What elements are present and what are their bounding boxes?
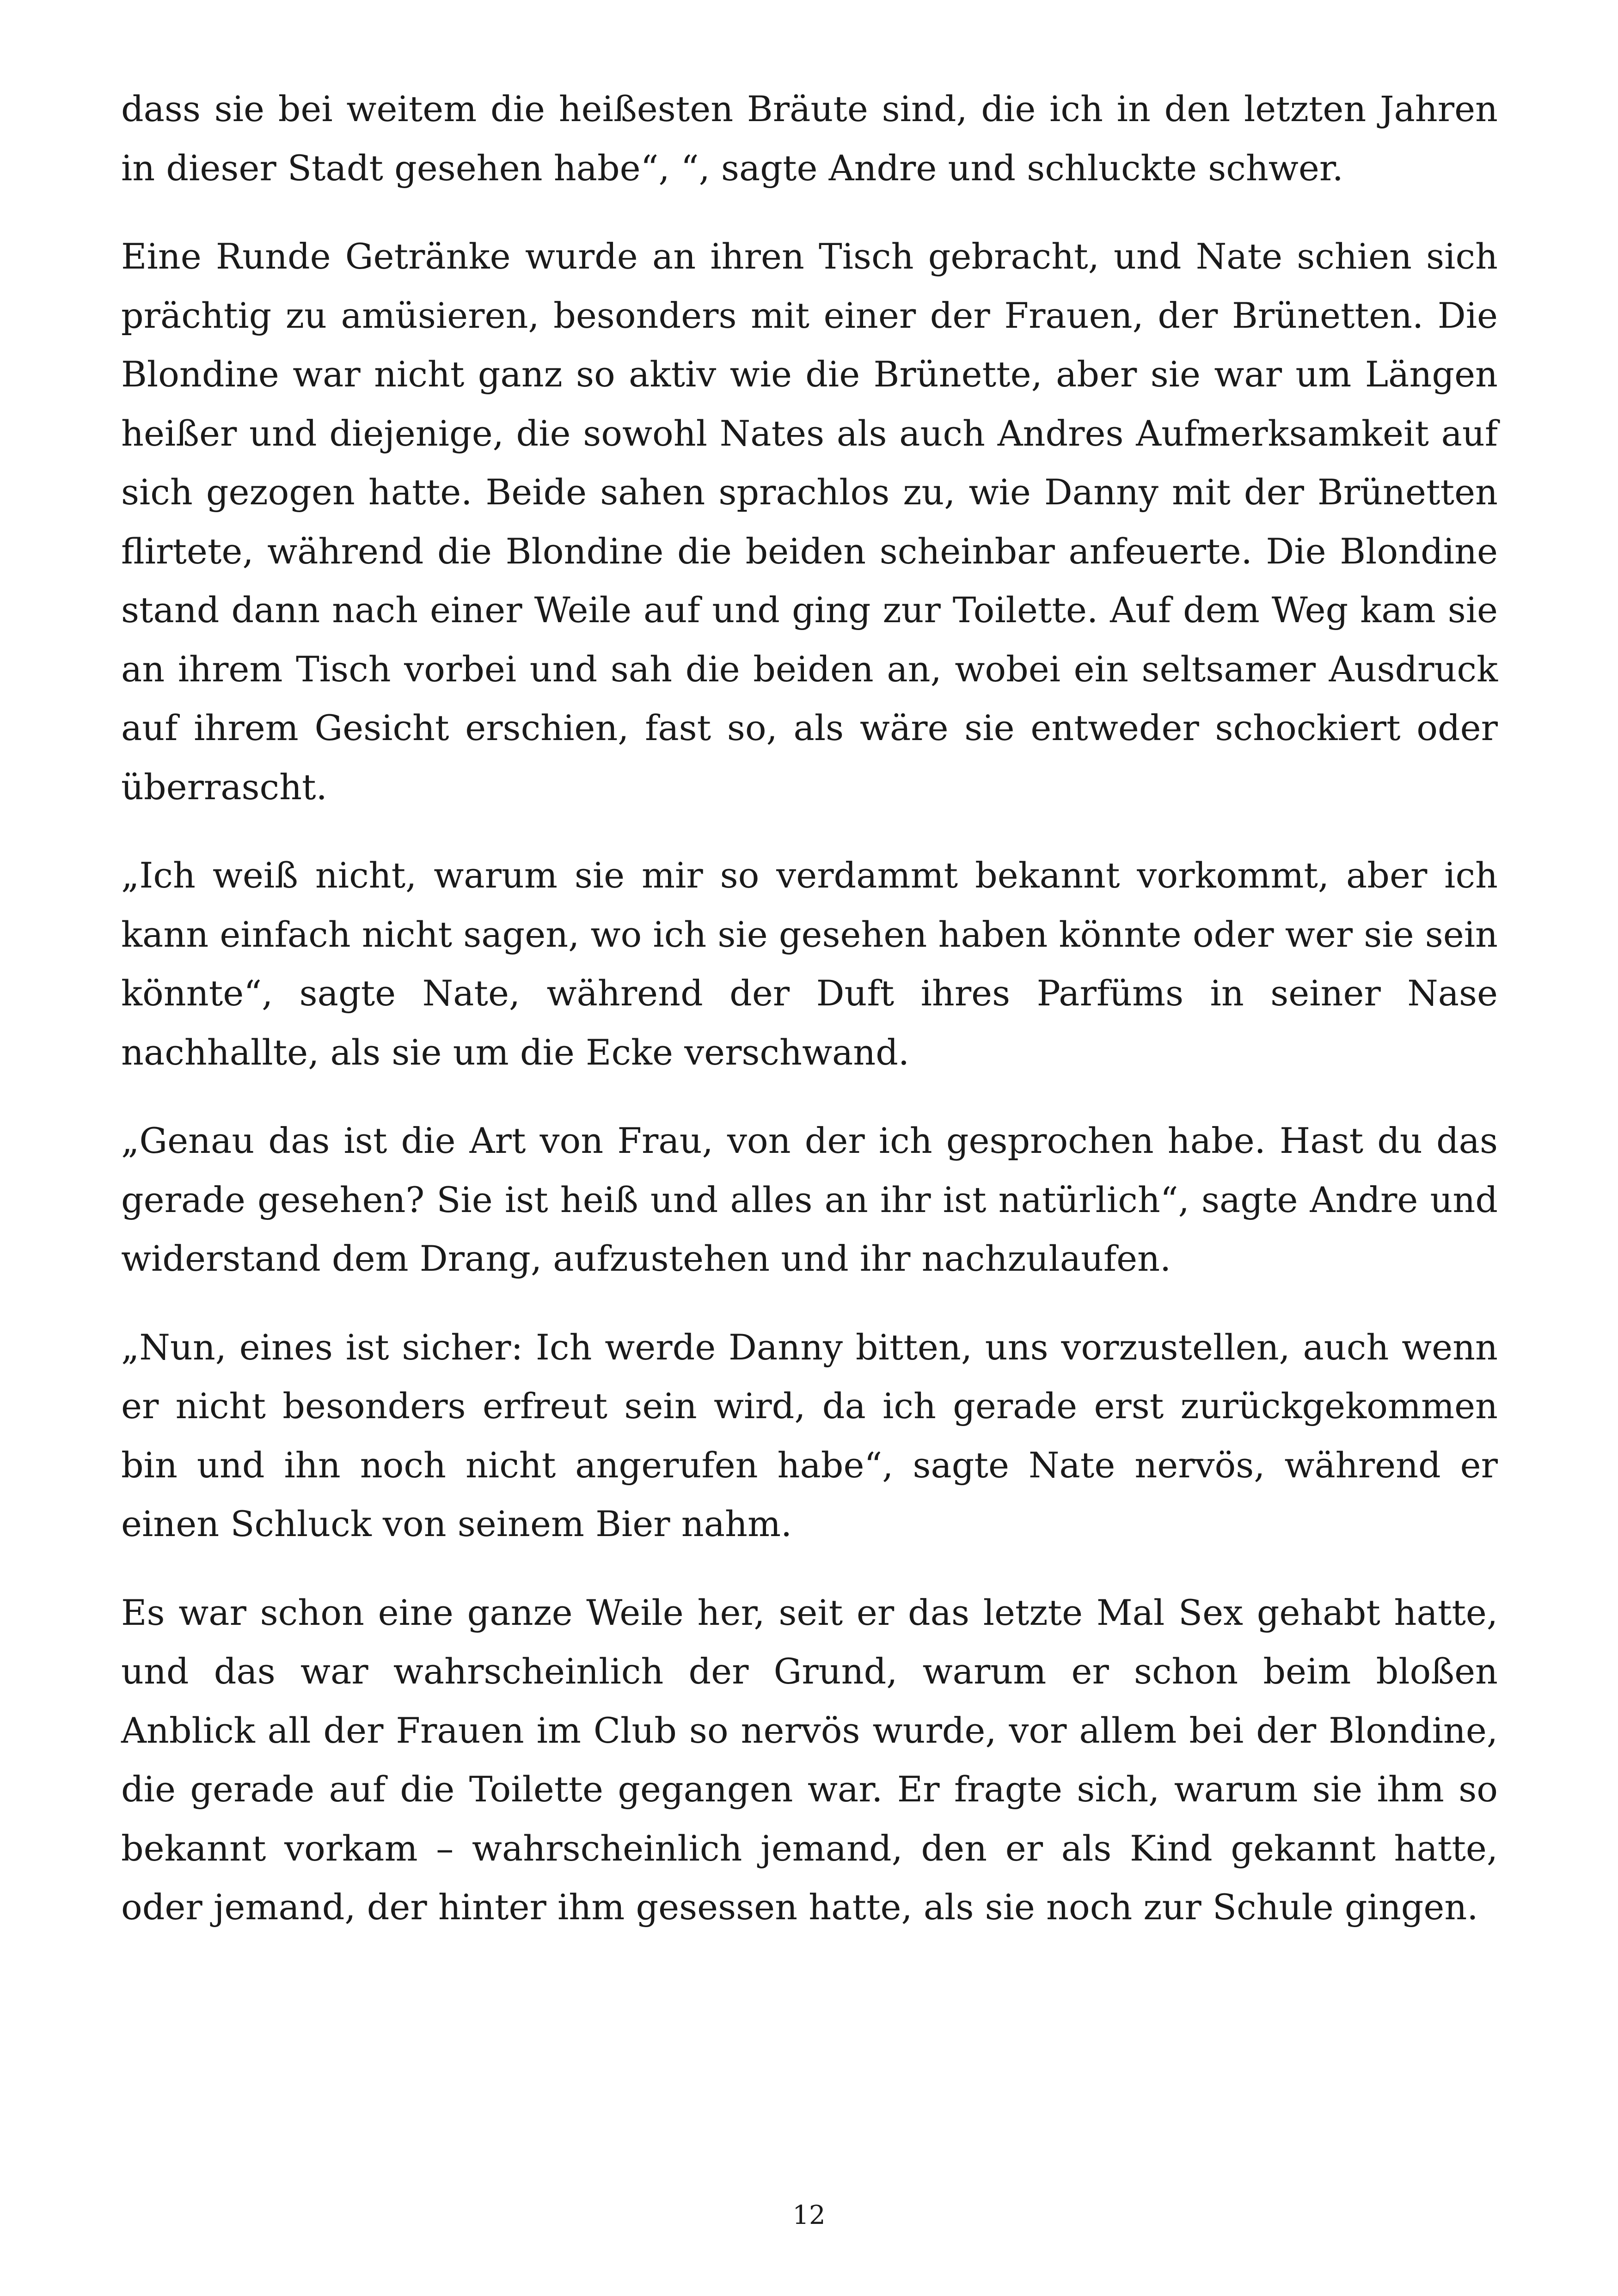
paragraph-3: „Ich weiß nicht, warum sie mir so verdammt bekannt vorkommt, aber ich kann einfach nicht sagen, wo ich sie gesehen haben könnte oder wer sie sein könnte“, sagte Nate, während der Duft ihres Parfüms in seiner Nase nachhallte, als sie um die Ecke verschwand. bbox=[121, 855, 1498, 1073]
body-text bbox=[121, 80, 1498, 1937]
paragraph-1: dass sie bei weitem die heißesten Bräute sind, die ich in den letzten Jahren in dieser Stadt gesehen habe“, “, sagte Andre und schluckte schwer. bbox=[121, 88, 1498, 189]
paragraph-4: „Genau das ist die Art von Frau, von der ich gesprochen habe. Hast du das gerade gesehen? Sie ist heiß und alles an ihr ist natürlich“, sagte Andre und widerstand dem Drang, aufzustehen und ihr nachzulaufen. bbox=[121, 1120, 1498, 1279]
page-number: 12 bbox=[792, 2200, 826, 2230]
paragraph-5: „Nun, eines ist sicher: Ich werde Danny bitten, uns vorzustellen, auch wenn er nicht besonders erfreut sein wird, da ich gerade erst zurückgekommen bin und ihn noch nicht angerufen habe“, sagte Nate nervös, während er einen Schluck von seinem Bier nahm. bbox=[121, 1326, 1498, 1544]
paragraph-6: Es war schon eine ganze Weile her, seit er das letzte Mal Sex gehabt hatte, und das war wahrscheinlich der Grund, warum er schon beim bloßen Anblick all der Frauen im Club so nervös wurde, vor allem bei der Blondine, die gerade auf die Toilette gegangen war. Er fragte sich, warum sie ihm so bekannt vorkam – wahrscheinlich jemand, den er als Kind gekannt hatte, oder jemand, der hinter ihm gesessen hatte, als sie noch zur Schule gingen. bbox=[121, 1592, 1498, 1928]
paragraph-2: Eine Runde Getränke wurde an ihren Tisch gebracht, und Nate schien sich prächtig zu amüsieren, besonders mit einer der Frauen, der Brünetten. Die Blondine war nicht ganz so aktiv wie die Brünette, aber sie war um Längen heißer und diejenige, die sowohl Nates als auch Andres Aufmerksamkeit auf sich gezogen hatte. Beide sahen sprachlos zu, wie Danny mit der Brünetten flirtete, während die Blondine die beiden scheinbar anfeuerte. Die Blondine stand dann nach einer Weile auf und ging zur Toilette. Auf dem Weg kam sie an ihrem Tisch vorbei und sah die beiden an, wobei ein seltsamer Ausdruck auf ihrem Gesicht erschien, fast so, als wäre sie entweder schockiert oder überrascht. bbox=[121, 236, 1498, 808]
